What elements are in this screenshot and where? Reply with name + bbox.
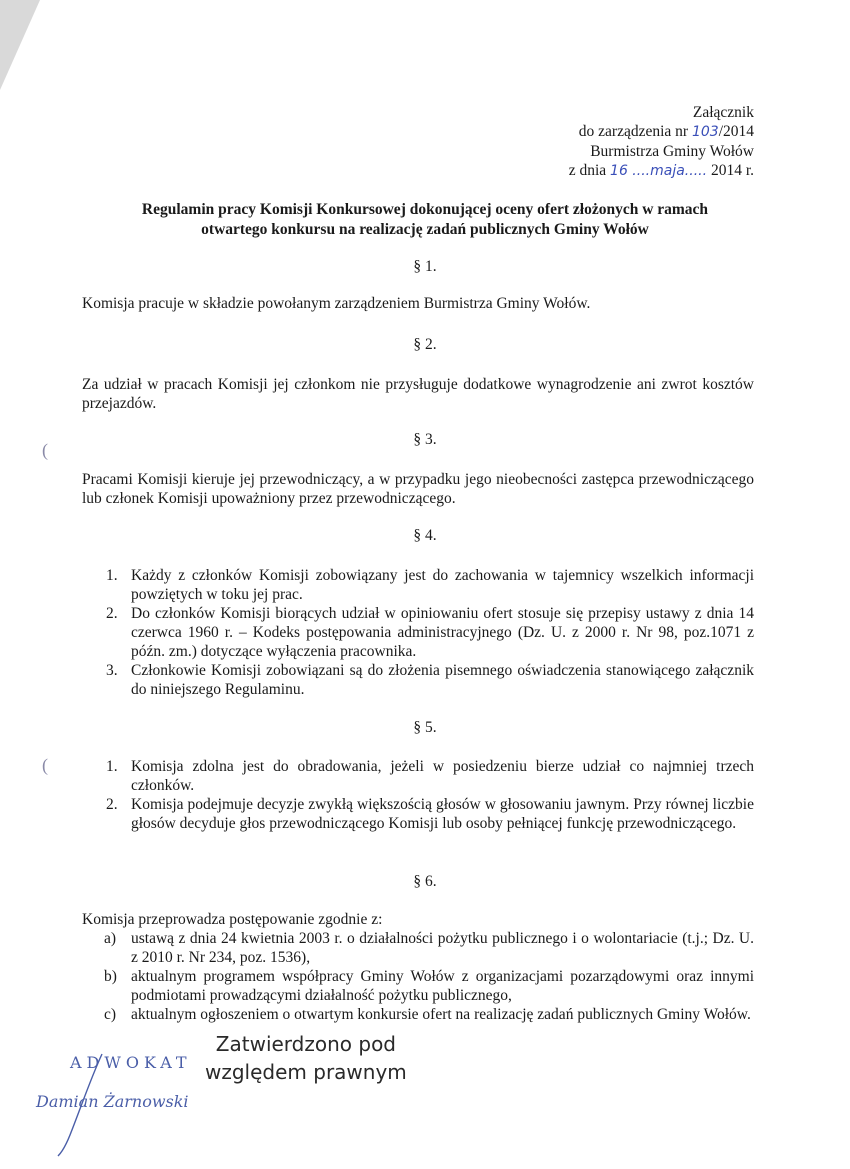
margin-hole-mark: (: [42, 440, 48, 460]
list-letter: b): [104, 968, 117, 985]
section-2-text: Za udział w pracach Komisji jej członkom nie przysługuje dodatkowe wynagrodzenie ani zwrot kosztów przejazdów.: [82, 376, 754, 412]
list-number: 2.: [106, 796, 118, 813]
list-number: 3.: [106, 662, 118, 679]
list-item: Członkowie Komisji zobowiązani są do złożenia pisemnego oświadczenia stanowiącego załącznik do niniejszego Regulaminu.: [131, 662, 754, 698]
list-number: 2.: [106, 605, 118, 622]
attachment-header: [569, 103, 754, 181]
section-6-intro: Komisja przeprowadza postępowanie zgodnie z:: [82, 911, 383, 928]
section-mark-1: § 1.: [413, 258, 437, 275]
list-item: Komisja zdolna jest do obradowania, jeżeli w posiedzeniu bierze udział co najmniej trzech członków.: [131, 758, 754, 794]
list-letter: c): [104, 1006, 117, 1023]
section-mark-5: § 5.: [413, 719, 437, 736]
lawyer-stamp-title: ADWOKAT: [70, 1053, 192, 1072]
section-3-text: Pracami Komisji kieruje jej przewodniczący, a w przypadku jego nieobecności zastępca przewodniczącego lub członek Komisji upoważniony przez przewodniczącego.: [82, 471, 754, 507]
date-line: z dnia 16 ....maja..... 2014 r.: [568, 162, 754, 179]
list-item: aktualnym programem współpracy Gminy Wołów z organizacjami pozarządowymi oraz innymi podmiotami prowadzącymi działalność pożytku publicznego,: [131, 968, 754, 1004]
list-item: Każdy z członków Komisji zobowiązany jest do zachowania w tajemnicy wszelkich informacji powziętych w toku jej prac.: [131, 567, 754, 603]
issuer-line: Burmistrza Gminy Wołów: [590, 143, 754, 160]
list-letter: a): [104, 930, 117, 947]
handwritten-number: 103: [691, 124, 719, 140]
section-mark-6: § 6.: [413, 873, 437, 890]
document-title: Regulamin pracy Komisji Konkursowej dokonującej oceny ofert złożonych w ramach otwartego konkursu na realizację zadań publicznych Gminy Wołów: [141, 201, 709, 238]
attachment-label: Załącznik: [692, 104, 754, 121]
list-item: Komisja podejmuje decyzje zwykłą większością głosów w głosowaniu jawnym. Przy równej liczbie głosów decyduje głos przewodniczącego Komisji lub osoby pełniącej funkcję przewodniczącego.: [131, 796, 754, 832]
section-mark-4: § 4.: [413, 527, 437, 544]
scan-corner-shadow: [0, 0, 40, 90]
lawyer-stamp-name: Damian Żarnowski: [36, 1092, 189, 1111]
list-number: 1.: [106, 758, 118, 775]
list-number: 1.: [106, 567, 118, 584]
list-item: aktualnym ogłoszeniem o otwartym konkursie ofert na realizację zadań publicznych Gminy Wołów.: [131, 1006, 751, 1023]
section-mark-2: § 2.: [413, 336, 437, 353]
handwritten-date: 16 ....maja.....: [610, 163, 708, 179]
legal-approval-stamp: Zatwierdzono pod względem prawnym: [205, 1032, 407, 1084]
section-1-text: Komisja pracuje w składzie powołanym zarządzeniem Burmistrza Gminy Wołów.: [82, 295, 591, 312]
margin-hole-mark: (: [42, 755, 48, 775]
list-item: ustawą z dnia 24 kwietnia 2003 r. o działalności pożytku publicznego i o wolontariacie (t.j.; Dz. U. z 2010 r. Nr 234, poz. 1536),: [131, 930, 754, 966]
list-item: Do członków Komisji biorących udział w opiniowaniu ofert stosuje się przepisy ustawy z dnia 14 czerwca 1960 r. – Kodeks postępowania administracyjnego (Dz. U. z 2000 r. Nr 98, poz.1071 z późn. zm.) dotyczące wyłączenia pracownika.: [131, 605, 754, 660]
ordinance-number-line: do zarządzenia nr 103/2014: [578, 123, 754, 140]
section-mark-3: § 3.: [413, 431, 437, 448]
